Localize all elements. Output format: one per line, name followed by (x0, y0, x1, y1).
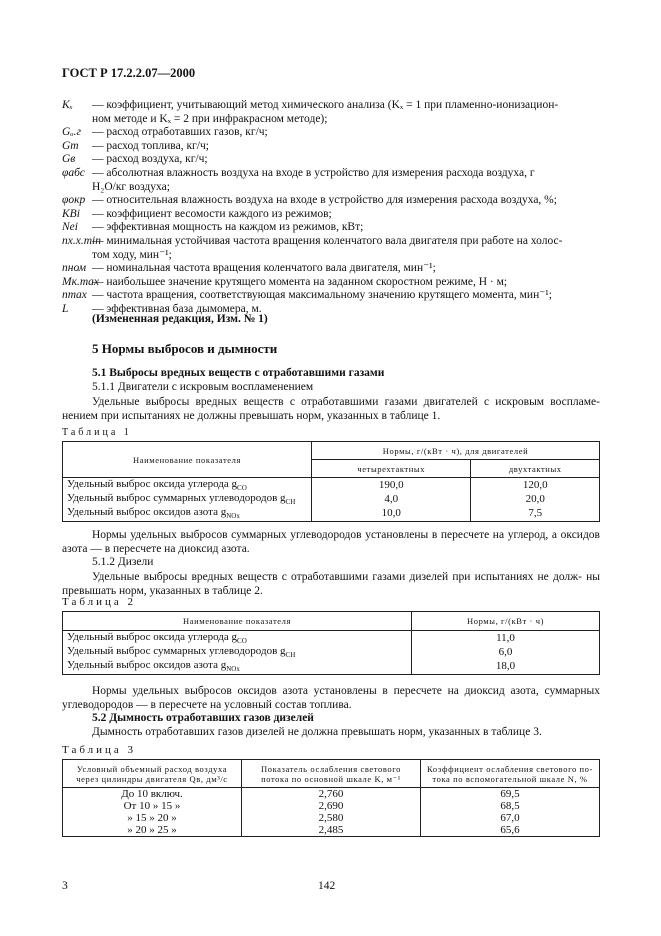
definition-row (62, 126, 602, 140)
row-name-cell (63, 645, 412, 659)
table-1-caption: Таблица 1 (62, 427, 132, 438)
row-name: Удельный выброс оксидов азота g (67, 659, 227, 672)
value-cell: 2,485 (242, 824, 421, 837)
definition-symbol: Kₓ (62, 99, 73, 111)
value-cell: 2,690 (242, 800, 421, 812)
definition-text: — расход отработавших газов, кг/ч; (92, 126, 268, 139)
row-subscript: NOx (226, 512, 240, 521)
definition-symbol: φокр (62, 194, 86, 207)
definition-symbol: Gв (62, 153, 76, 166)
section-5-1-2-title: 5.1.2 Дизели (92, 556, 154, 568)
value-cell: 4,0 (312, 492, 471, 506)
table-2 (62, 611, 600, 675)
definition-text: — номинальная частота вращения коленчатого вала двигателя, мин⁻¹; (92, 262, 436, 275)
definition-row (62, 289, 602, 303)
value-cell: 190,0 (312, 478, 471, 493)
value-cell: 69,5 (421, 788, 600, 801)
definition-symbol: KBi (62, 207, 80, 220)
value-cell: 6,0 (412, 645, 600, 659)
value-cell: 18,0 (412, 659, 600, 674)
definition-text: — относительная влажность воздуха на входе в устройство для измерения расхода воздуха, %; (92, 194, 557, 207)
row-name-cell (63, 506, 312, 521)
definition-symbol: nmax (62, 289, 87, 302)
definition-symbol: nном (62, 262, 87, 275)
definition-symbol: Nei (62, 221, 78, 234)
definition-text: — частота вращения, соответствующая максимальному значению крутящего момента, мин⁻¹; (92, 289, 552, 302)
row-name-cell (63, 659, 412, 674)
row-subscript: NOx (226, 665, 240, 674)
row-subscript: CH (285, 651, 296, 660)
paragraph-2: Нормы удельных выбросов суммарных углеводородов установлены в пересчете на углерод, а оксидов азота — в пересчете на диоксид азота. (62, 529, 600, 555)
section-5-title: 5 Нормы выбросов и дымности (92, 341, 278, 356)
definition-text: — расход воздуха, кг/ч; (92, 153, 208, 166)
table-row (63, 492, 600, 506)
section-5-2-title: 5.2 Дымность отработавших газов дизелей (92, 712, 314, 724)
definition-text: ном методе и Kₓ = 2 при инфракрасном методе); (92, 112, 328, 125)
row-name-cell (63, 631, 412, 646)
table-1-header-name: Наименование показателя (63, 442, 312, 478)
table-3-header-n: Коэффициент ослабления светового по- тока по вспомогательной шкале N, % (421, 760, 600, 788)
definition-row (62, 276, 602, 290)
definition-text: — коэффициент, учитывающий метод химического анализа (Kₓ = 1 при пламенно-ионизацион- (92, 99, 559, 111)
table-2-header-norms: Нормы, г/(кВт · ч) (412, 612, 600, 631)
value-cell: 67,0 (421, 812, 600, 824)
definition-text: — наибольшее значение крутящего момента на заданном скоростном режиме, Н · м; (92, 275, 508, 288)
table-1-header-norms: Нормы, г/(кВт · ч), для двигателей (312, 442, 600, 460)
definition-row (62, 113, 602, 127)
section-5-1-title: 5.1 Выбросы вредных веществ с отработавшими газами (92, 367, 385, 379)
value-cell: » 15 » 20 » (63, 812, 242, 824)
paragraph-3: Удельные выбросы вредных веществ с отработавшими газами дизелей при испытаниях не долж- ны превышать норм, указанных в таблице 2. (62, 571, 600, 597)
value-cell: » 20 » 25 » (63, 824, 242, 837)
page-number-left: 3 (62, 880, 68, 892)
row-name-cell (63, 478, 312, 493)
table-3-header-airflow: Условный объемный расход воздуха через цилиндры двигателя Qв, дм³/с (63, 760, 242, 788)
table-row (63, 812, 600, 824)
row-name: Удельный выброс суммарных углеводородов g (67, 492, 286, 505)
table-row (63, 659, 600, 674)
definition-row (62, 99, 602, 113)
value-cell: 20,0 (471, 492, 600, 506)
definition-text: том ходу, мин⁻¹; (92, 248, 172, 261)
table-row (63, 506, 600, 521)
definition-symbol: nх.х.min (62, 235, 101, 247)
table-row (63, 824, 600, 837)
value-cell: 7,5 (471, 506, 600, 521)
table-row (63, 478, 600, 493)
amendment-note: (Измененная редакция, Изм. № 1) (92, 313, 268, 325)
definition-text: — абсолютная влажность воздуха на входе в устройство для измерения расхода воздуха, г (92, 167, 535, 179)
definition-symbol: φабс (62, 167, 85, 179)
table-3-caption: Таблица 3 (62, 744, 137, 756)
value-cell: 2,760 (242, 788, 421, 801)
table-row (63, 800, 600, 812)
table-1 (62, 441, 600, 522)
definition-text: — минимальная устойчивая частота вращения коленчатого вала двигателя при работе на холос- (92, 235, 563, 247)
definition-row (62, 153, 602, 167)
row-name: Удельный выброс оксида углерода g (67, 631, 238, 643)
paragraph-4: Нормы удельных выбросов оксидов азота установлены в пересчете на диоксид азота, суммарных углеводородов — в пересчете на условный состав топлива. (62, 685, 600, 711)
table-2-header-name: Наименование показателя (63, 612, 412, 631)
value-cell: 11,0 (412, 631, 600, 646)
definition-row (62, 249, 602, 263)
definition-row (62, 221, 602, 235)
value-cell: 10,0 (312, 506, 471, 521)
table-row (63, 788, 600, 801)
value-cell: До 10 включ. (63, 788, 242, 801)
definition-text: — расход топлива, кг/ч; (92, 139, 209, 152)
definition-text: — эффективная мощность на каждом из режимов, кВт; (92, 221, 364, 234)
value-cell: 120,0 (471, 478, 600, 493)
row-name-cell (63, 492, 312, 506)
page-number-center: 142 (318, 880, 336, 892)
row-subscript: CH (285, 498, 296, 507)
table-row (63, 631, 600, 646)
definition-row (62, 194, 602, 208)
definition-row (62, 208, 602, 222)
value-cell: 2,580 (242, 812, 421, 824)
definition-symbol: Gₒ.г (62, 126, 81, 139)
row-name: Удельный выброс оксида углерода g (67, 478, 238, 490)
definition-text: H₂O/кг воздуха; (92, 180, 170, 193)
definition-row (62, 235, 602, 249)
table-2-caption: Таблица 2 (62, 596, 137, 608)
table-3-header-k: Показатель ослабления светового потока по основной шкале K, м⁻¹ (242, 760, 421, 788)
definition-text: — коэффициент весомости каждого из режимов; (92, 207, 332, 220)
definition-row (62, 140, 602, 154)
table-3 (62, 759, 600, 837)
definition-row (62, 167, 602, 181)
definition-symbol: Gт (62, 139, 79, 152)
row-subscript: CO (237, 484, 247, 493)
section-5-1-1-title: 5.1.1 Двигатели с искровым воспламенением (92, 381, 314, 393)
row-subscript: CO (237, 637, 247, 646)
definition-row (62, 262, 602, 276)
value-cell: 65,6 (421, 824, 600, 837)
definition-symbol: L (62, 303, 69, 315)
table-1-header-2t: двухтактных (471, 460, 600, 478)
paragraph-1: Удельные выбросы вредных веществ с отработавшими газами двигателей с искровым воспламе- нением при испытаниях не должны превышать норм, указанных в таблице 1. (62, 396, 600, 422)
value-cell: 68,5 (421, 800, 600, 812)
definition-text: — эффективная база дымомера, м. (92, 303, 262, 315)
value-cell: От 10 » 15 » (63, 800, 242, 812)
definition-symbol: Mк.max (62, 275, 99, 288)
standard-header: ГОСТ Р 17.2.2.07—2000 (62, 66, 196, 80)
paragraph-5: Дымность отработавших газов дизелей не должна превышать норм, указанных в таблице 3. (92, 726, 542, 738)
row-name: Удельный выброс оксидов азота g (67, 506, 227, 519)
table-row (63, 645, 600, 659)
table-1-header-4t: четырехтактных (312, 460, 471, 478)
row-name: Удельный выброс суммарных углеводородов g (67, 645, 286, 658)
definition-row (62, 181, 602, 195)
